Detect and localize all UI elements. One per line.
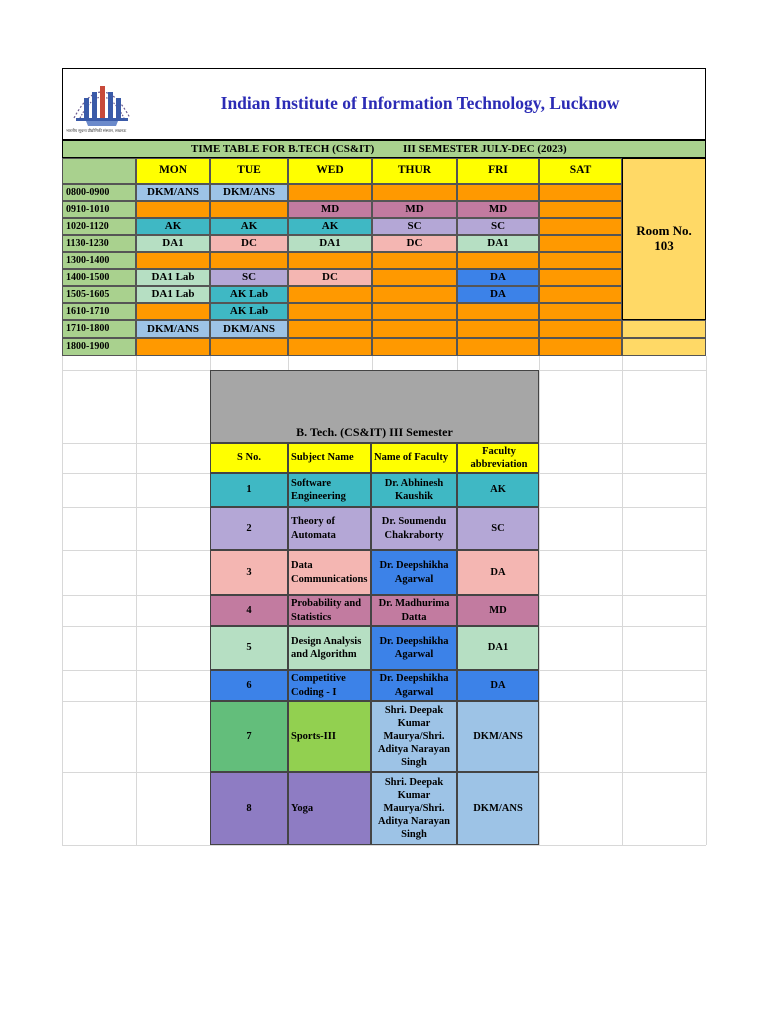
subject-row-subject: Competitive Coding - I [288,670,371,701]
room-label: Room No. [636,223,692,239]
schedule-cell: DA1 Lab [136,269,210,286]
schedule-cell: MD [372,201,457,218]
logo-caption: भारतीय सूचना प्रौद्योगिकी संस्थान, लखनऊ [66,128,127,133]
subject-row-faculty: Dr. Deepshikha Agarwal [371,550,457,595]
subject-row-sno: 5 [210,626,288,670]
subjects-header-cell: Subject Name [288,443,371,473]
subject-row-faculty: Dr. Soumendu Chakraborty [371,507,457,550]
grid-line [62,845,706,846]
schedule-cell [457,320,539,338]
time-slot: 1020-1120 [62,218,136,235]
schedule-cell [210,201,288,218]
subject-row-subject: Software Engineering [288,473,371,507]
subject-row-sno: 4 [210,595,288,626]
schedule-cell: DA1 [288,235,372,252]
logo-emblem-icon [66,72,138,136]
schedule-cell [539,303,622,320]
subject-row-subject: Data Communications [288,550,371,595]
schedule-cell [288,184,372,201]
subject-row-sno: 6 [210,670,288,701]
day-header-wed: WED [288,158,372,184]
subject-row-sno: 2 [210,507,288,550]
subjects-header-cell: Faculty abbreviation [457,443,539,473]
subject-row-subject: Yoga [288,772,371,845]
schedule-cell [372,303,457,320]
schedule-cell [457,303,539,320]
schedule-cell [457,252,539,269]
schedule-cell: DC [288,269,372,286]
time-slot: 1710-1800 [62,320,136,338]
subject-row-abbr: DKM/ANS [457,772,539,845]
schedule-cell [372,338,457,356]
timetable-title: TIME TABLE FOR B.TECH (CS&IT) [191,143,375,155]
subject-row-faculty: Dr. Deepshikha Agarwal [371,670,457,701]
institute-logo [66,72,138,136]
schedule-cell [539,286,622,303]
subject-row-abbr: DA [457,670,539,701]
grid-line [706,356,707,845]
subject-row-faculty: Dr. Madhurima Datta [371,595,457,626]
schedule-cell: AK [288,218,372,235]
day-header-sat: SAT [539,158,622,184]
subject-row-abbr: MD [457,595,539,626]
time-slot: 1800-1900 [62,338,136,356]
schedule-cell: AK [210,218,288,235]
schedule-cell [372,286,457,303]
subject-row-sno: 3 [210,550,288,595]
schedule-cell [210,338,288,356]
time-slot: 1300-1400 [62,252,136,269]
subject-row-subject: Design Analysis and Algorithm [288,626,371,670]
subjects-header-cell: Name of Faculty [371,443,457,473]
time-slot: 1400-1500 [62,269,136,286]
schedule-cell: DKM/ANS [210,320,288,338]
schedule-cell: DA1 [136,235,210,252]
schedule-cell [372,252,457,269]
schedule-cell [539,201,622,218]
room-extra-cell [622,320,706,338]
schedule-cell: DC [372,235,457,252]
schedule-cell [288,338,372,356]
schedule-cell: DKM/ANS [136,320,210,338]
schedule-cell: AK [136,218,210,235]
room-number-block [622,158,706,320]
schedule-cell [457,338,539,356]
session-label: JULY-DEC (2023) [481,143,567,155]
schedule-cell: DA [457,269,539,286]
day-header-tue: TUE [210,158,288,184]
subject-row-faculty: Dr. Abhinesh Kaushik [371,473,457,507]
schedule-cell: MD [288,201,372,218]
subject-row-sno: 1 [210,473,288,507]
time-slot: 0800-0900 [62,184,136,201]
subject-row-subject: Probability and Statistics [288,595,371,626]
schedule-cell [136,303,210,320]
schedule-cell [288,252,372,269]
schedule-cell: MD [457,201,539,218]
schedule-cell [288,320,372,338]
subjects-header-cell: S No. [210,443,288,473]
schedule-cell: DA [457,286,539,303]
subject-row-abbr: SC [457,507,539,550]
schedule-cell [372,269,457,286]
schedule-cell [136,338,210,356]
subject-row-abbr: AK [457,473,539,507]
schedule-cell: DKM/ANS [136,184,210,201]
subjects-table-title: B. Tech. (CS&IT) III Semester [210,370,539,443]
schedule-cell [539,320,622,338]
corner-cell [62,158,136,184]
time-slot: 0910-1010 [62,201,136,218]
schedule-cell: SC [372,218,457,235]
schedule-cell [539,269,622,286]
semester-label: III SEMESTER [403,143,479,155]
schedule-cell: AK Lab [210,303,288,320]
schedule-cell [457,184,539,201]
day-header-fri: FRI [457,158,539,184]
subject-row-sno: 7 [210,701,288,772]
time-slot: 1610-1710 [62,303,136,320]
schedule-cell: SC [457,218,539,235]
time-slot: 1505-1605 [62,286,136,303]
subject-row-abbr: DA [457,550,539,595]
schedule-cell [288,303,372,320]
schedule-cell: DA1 [457,235,539,252]
subject-row-subject: Sports-III [288,701,371,772]
room-extra-cell [622,338,706,356]
schedule-cell [539,235,622,252]
schedule-cell [539,252,622,269]
schedule-cell: AK Lab [210,286,288,303]
schedule-cell [539,338,622,356]
subject-row-faculty: Shri. Deepak Kumar Maurya/Shri. Aditya Narayan Singh [371,701,457,772]
subject-row-abbr: DKM/ANS [457,701,539,772]
schedule-cell [136,252,210,269]
subject-row-faculty: Shri. Deepak Kumar Maurya/Shri. Aditya Narayan Singh [371,772,457,845]
schedule-cell [539,218,622,235]
timetable-title-bar [62,140,706,158]
schedule-cell [372,320,457,338]
subject-row-sno: 8 [210,772,288,845]
schedule-cell [372,184,457,201]
subject-row-abbr: DA1 [457,626,539,670]
subject-row-faculty: Dr. Deepshikha Agarwal [371,626,457,670]
subject-row-subject: Theory of Automata [288,507,371,550]
day-header-mon: MON [136,158,210,184]
schedule-cell: DC [210,235,288,252]
schedule-cell [136,201,210,218]
schedule-cell [210,252,288,269]
room-number: 103 [654,238,674,253]
time-slot: 1130-1230 [62,235,136,252]
schedule-cell: DA1 Lab [136,286,210,303]
institute-title: Indian Institute of Information Technology, Lucknow [220,93,620,113]
schedule-cell: DKM/ANS [210,184,288,201]
schedule-cell [288,286,372,303]
schedule-cell [539,184,622,201]
schedule-cell: SC [210,269,288,286]
day-header-thur: THUR [372,158,457,184]
